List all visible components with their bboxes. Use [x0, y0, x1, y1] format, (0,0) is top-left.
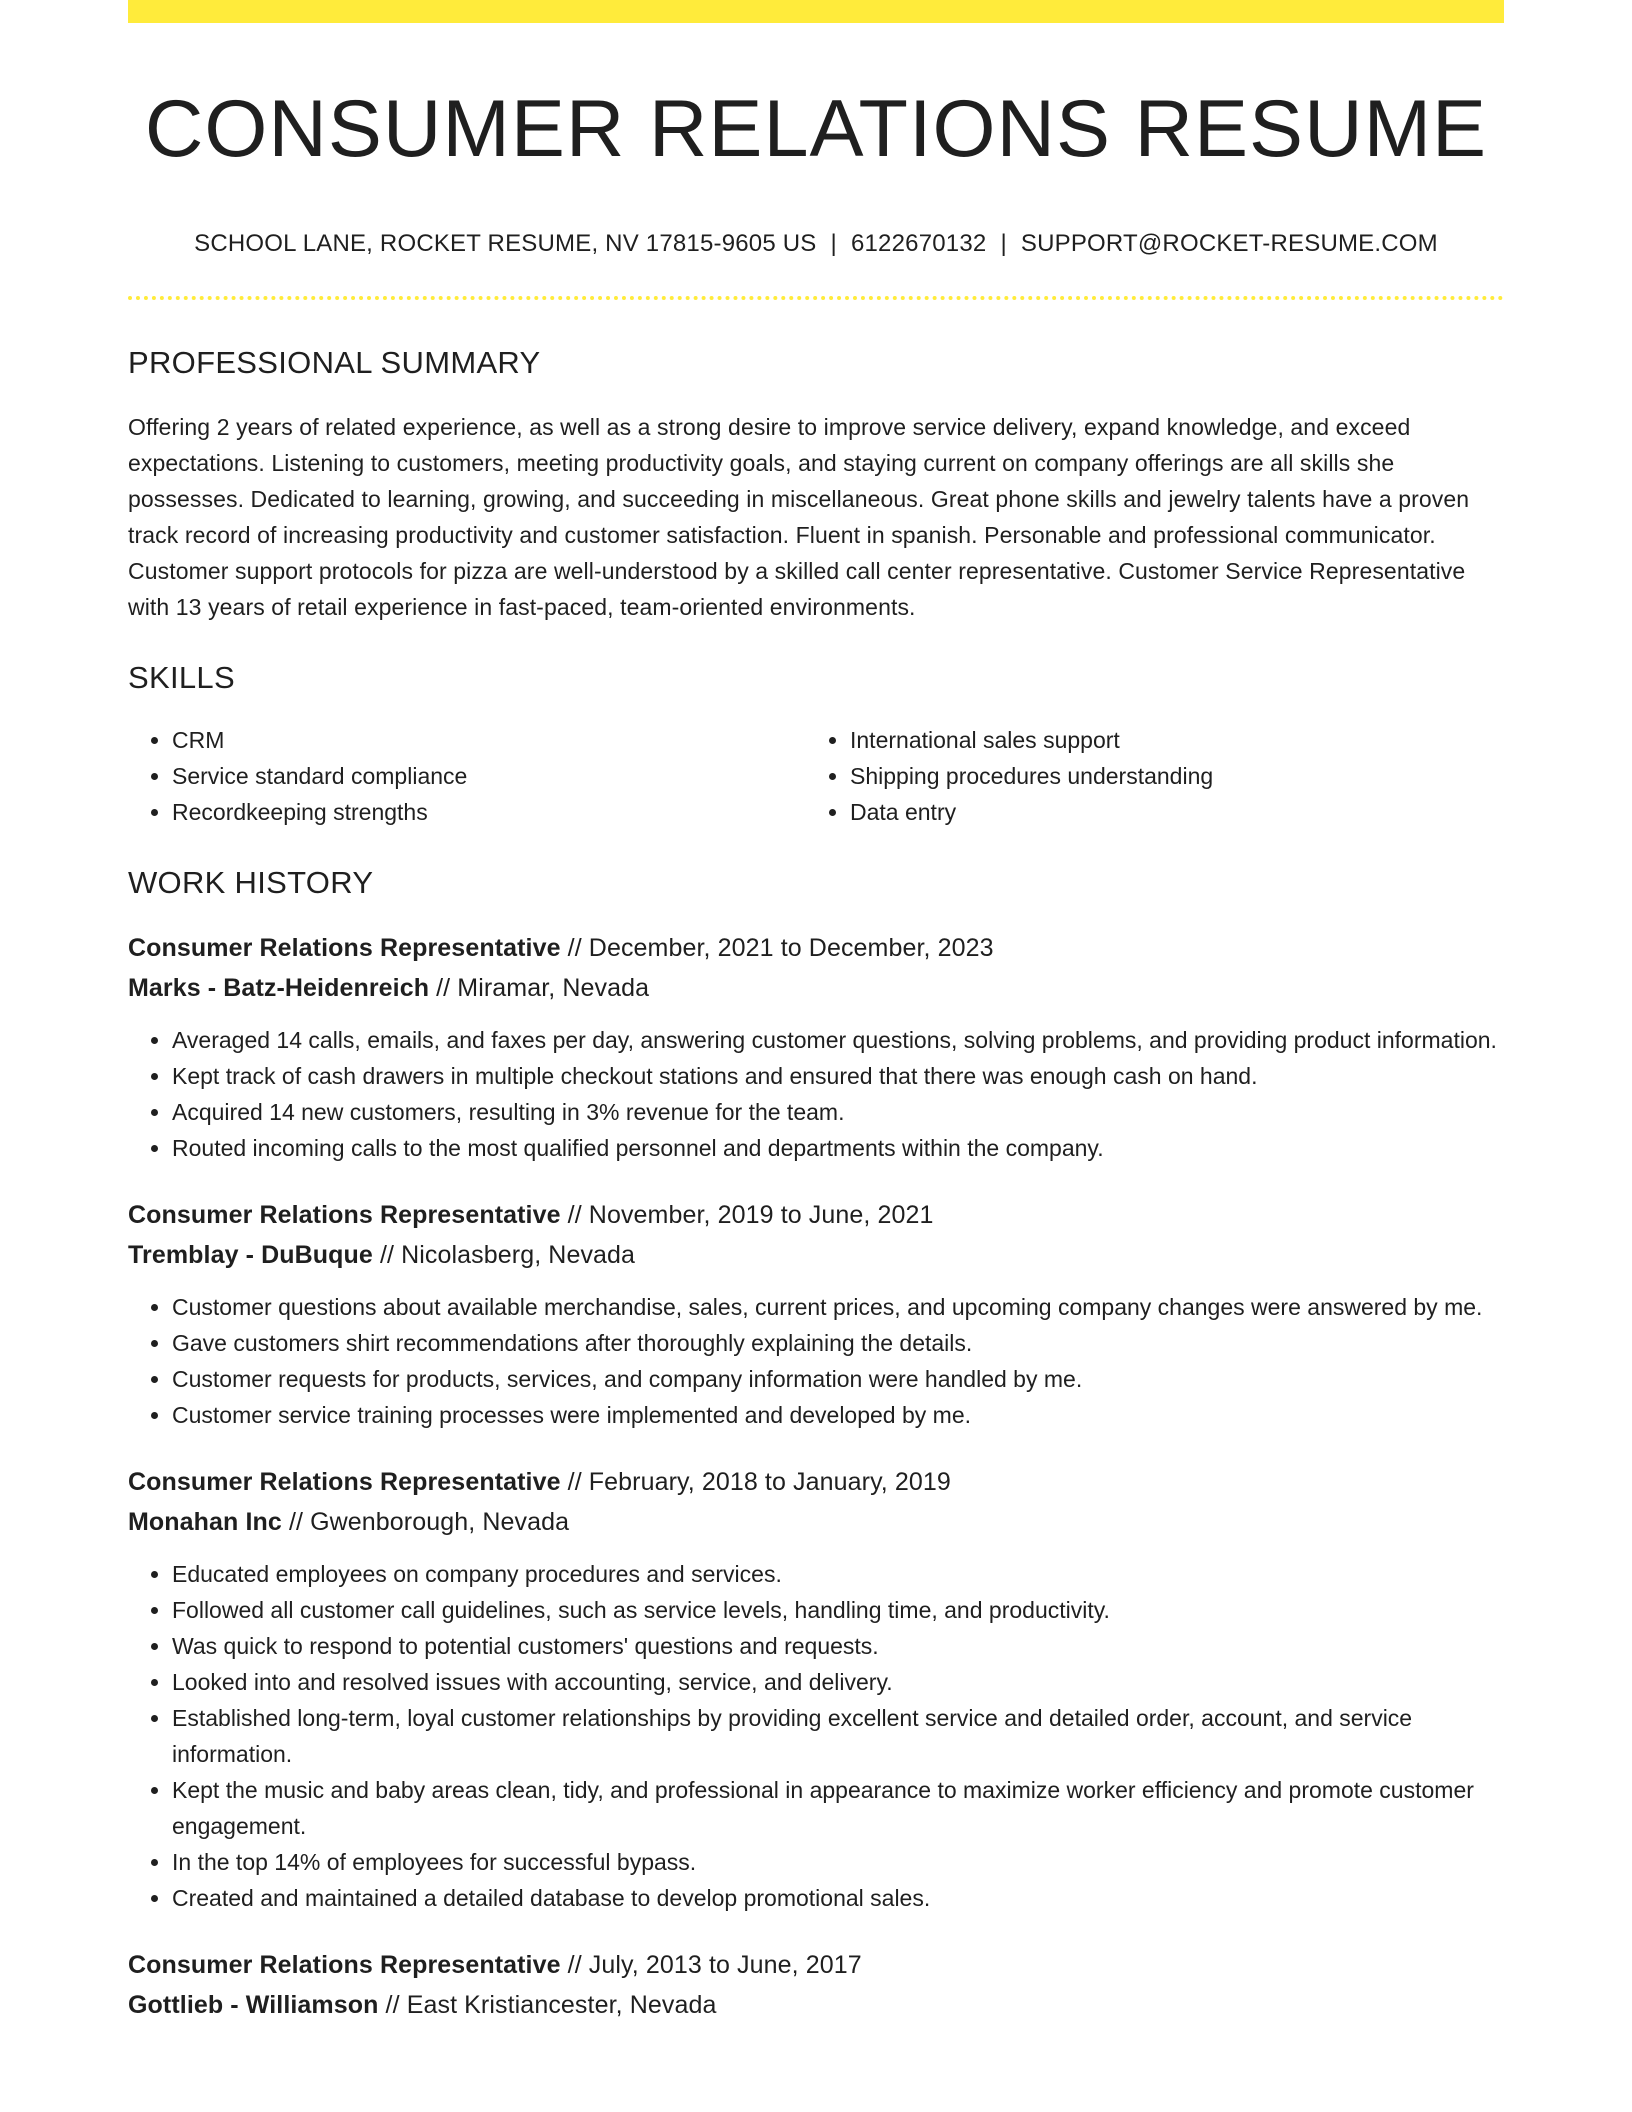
job-role-line — [128, 1195, 1504, 1235]
summary-heading: PROFESSIONAL SUMMARY — [128, 345, 541, 381]
job-location: Miramar, Nevada — [457, 973, 650, 1002]
job-company: Gottlieb - Williamson — [128, 1990, 379, 2019]
job-bullet: • Educated employees on company procedures and services. — [172, 1556, 1504, 1592]
job-dates: November, 2019 to June, 2021 — [588, 1200, 934, 1229]
job-dates: December, 2021 to December, 2023 — [588, 933, 994, 962]
job-bullet: • In the top 14% of employees for successful bypass. — [172, 1844, 1504, 1880]
job-bullet: • Kept the music and baby areas clean, tidy, and professional in appearance to maximize worker efficiency and promote customer engagement. — [172, 1772, 1504, 1844]
skill-item: • Recordkeeping strengths — [172, 794, 806, 830]
job-location: Nicolasberg, Nevada — [401, 1240, 636, 1269]
job-separator: // — [567, 1467, 582, 1496]
job-bullets — [128, 1556, 1504, 1916]
job-bullet: • Gave customers shirt recommendations after thoroughly explaining the details. — [172, 1325, 1504, 1361]
skill-item: • Data entry — [850, 794, 1484, 830]
contact-line — [128, 228, 1504, 259]
job-bullets — [128, 1022, 1504, 1166]
job-bullet: • Routed incoming calls to the most qualified personnel and departments within the company. — [172, 1130, 1504, 1166]
job-bullet: • Customer requests for products, services, and company information were handled by me. — [172, 1361, 1504, 1397]
job-role: Consumer Relations Representative — [128, 933, 561, 962]
skills-heading: SKILLS — [128, 659, 235, 695]
job-role-line — [128, 1945, 1504, 1985]
job-separator: // — [436, 973, 451, 1002]
contact-separator: | — [1000, 230, 1007, 258]
job-separator: // — [379, 1240, 395, 1269]
job-separator: // — [567, 1200, 582, 1229]
job-bullet: • Averaged 14 calls, emails, and faxes per day, answering customer questions, solving problems, and providing product information. — [172, 1022, 1504, 1058]
skills-right-list — [806, 722, 1484, 830]
resume-page — [128, 0, 1504, 2025]
skill-item: • International sales support — [850, 722, 1484, 758]
job-bullets — [128, 1289, 1504, 1433]
skill-item: • Service standard compliance — [172, 758, 806, 794]
job-role: Consumer Relations Representative — [128, 1950, 561, 1979]
job-role: Consumer Relations Representative — [128, 1467, 561, 1496]
skills-columns — [128, 722, 1504, 830]
job-dates: July, 2013 to June, 2017 — [588, 1950, 862, 1979]
job-bullet: • Was quick to respond to potential customers' questions and requests. — [172, 1628, 1504, 1664]
accent-top-bar — [128, 0, 1504, 23]
job-separator: // — [567, 933, 582, 962]
job-entry — [128, 1945, 1504, 2025]
contact-phone: 6122670132 — [850, 230, 987, 258]
job-bullet: • Customer questions about available merchandise, sales, current prices, and upcoming company changes were answered by me. — [172, 1289, 1504, 1325]
job-bullet: • Created and maintained a detailed database to develop promotional sales. — [172, 1880, 1504, 1916]
skill-item: • CRM — [172, 722, 806, 758]
contact-email: SUPPORT@ROCKET-RESUME.COM — [1020, 230, 1438, 258]
skills-left-list — [128, 722, 806, 830]
job-role: Consumer Relations Representative — [128, 1200, 561, 1229]
contact-address: SCHOOL LANE, ROCKET RESUME, NV 17815-9605 US — [194, 230, 817, 258]
job-separator: // — [385, 1990, 400, 2019]
job-role-line — [128, 928, 1504, 968]
job-location: East Kristiancester, Nevada — [406, 1990, 717, 2019]
job-company-line — [128, 1235, 1504, 1275]
job-separator: // — [288, 1507, 304, 1536]
skill-item: • Shipping procedures understanding — [850, 758, 1484, 794]
summary-text: Offering 2 years of related experience, as well as a strong desire to improve service delivery, expand knowledge, and exceed expectations. Listening to customers, meeting productivity goals, and staying current on company offerings are all skills she possesses. Dedicated to learning, growing, and succeeding in miscellaneous. Great phone skills and jewelry talents have a proven track record of increasing productivity and customer satisfaction. Fluent in spanish. Personable and professional communicator. Customer support protocols for pizza are well-understood by a skilled call center representative. Customer Service Representative with 13 years of retail experience in fast-paced, team-oriented environments. — [128, 413, 1470, 620]
job-bullet: • Followed all customer call guidelines, such as service levels, handling time, and productivity. — [172, 1592, 1504, 1628]
job-bullet: • Kept track of cash drawers in multiple checkout stations and ensured that there was enough cash on hand. — [172, 1058, 1504, 1094]
job-entry — [128, 928, 1504, 1166]
job-dates: February, 2018 to January, 2019 — [588, 1467, 951, 1496]
job-bullet: • Established long-term, loyal customer relationships by providing excellent service and detailed order, account, and service information. — [172, 1700, 1504, 1772]
job-separator: // — [567, 1950, 582, 1979]
job-company: Tremblay - DuBuque — [128, 1240, 373, 1269]
job-entry — [128, 1195, 1504, 1433]
work-history-heading: WORK HISTORY — [128, 864, 374, 900]
job-company-line — [128, 1502, 1504, 1542]
job-role-line — [128, 1462, 1504, 1502]
job-company-line — [128, 1985, 1504, 2025]
job-company: Monahan Inc — [128, 1507, 282, 1536]
job-bullet: • Customer service training processes were implemented and developed by me. — [172, 1397, 1504, 1433]
job-entry — [128, 1462, 1504, 1916]
job-company: Marks - Batz-Heidenreich — [128, 973, 430, 1002]
job-bullet: • Looked into and resolved issues with accounting, service, and delivery. — [172, 1664, 1504, 1700]
job-location: Gwenborough, Nevada — [310, 1507, 570, 1536]
job-company-line — [128, 968, 1504, 1008]
dotted-divider — [128, 296, 1504, 300]
job-bullet: • Acquired 14 new customers, resulting in 3% revenue for the team. — [172, 1094, 1504, 1130]
contact-separator: | — [830, 230, 837, 258]
resume-title: CONSUMER RELATIONS RESUME — [144, 84, 1488, 174]
